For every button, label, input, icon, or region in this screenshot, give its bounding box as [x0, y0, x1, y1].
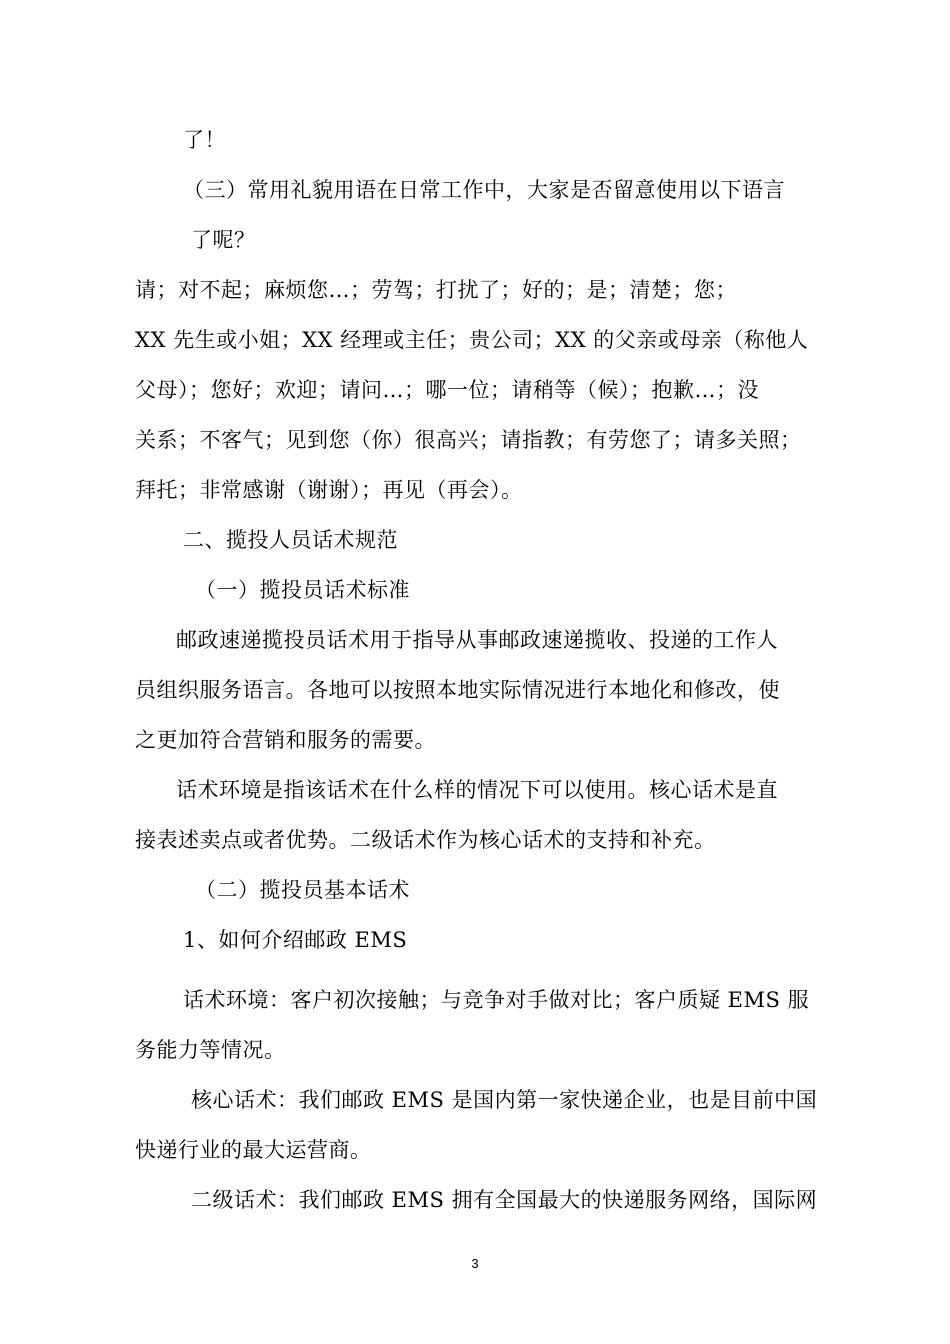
section-heading-continued: 了呢？: [191, 228, 256, 252]
text-line: 话术环境：客户初次接触；与竞争对手做对比；客户质疑 EMS 服: [183, 988, 810, 1012]
subsection-heading: （一）揽投员话术标准: [195, 578, 410, 602]
text-line: 关系；不客气；见到您（你）很高兴；请指教；有劳您了；请多关照；: [135, 428, 802, 452]
text-line: 之更加符合营销和服务的需要。: [135, 728, 436, 752]
text-line: 话术环境是指该话术在什么样的情况下可以使用。核心话术是直: [176, 778, 778, 802]
text-line: 请；对不起；麻烦您…；劳驾；打扰了；好的；是；清楚；您；: [135, 278, 737, 302]
text-line: 务能力等情况。: [135, 1038, 286, 1062]
text-line: 快递行业的最大运营商。: [135, 1138, 372, 1162]
text-line: 了！: [183, 128, 226, 152]
chapter-heading: 二、揽投人员话术规范: [183, 528, 398, 552]
text-line: 邮政速递揽投员话术用于指导从事邮政速递揽收、投递的工作人: [176, 628, 778, 652]
subsection-heading: （二）揽投员基本话术: [195, 878, 410, 902]
section-heading: （三）常用礼貌用语在日常工作中，大家是否留意使用以下语言: [183, 178, 785, 202]
text-line: 拜托；非常感谢（谢谢）；再见（再会）。: [135, 478, 523, 502]
text-line: 二级话术：我们邮政 EMS 拥有全国最大的快递服务网络，国际网: [191, 1188, 818, 1212]
text-line: 员组织服务语言。各地可以按照本地实际情况进行本地化和修改，使: [135, 678, 780, 702]
item-heading: 1、如何介绍邮政 EMS: [183, 928, 408, 952]
text-line: XX 先生或小姐；XX 经理或主任；贵公司；XX 的父亲或母亲（称他人: [135, 328, 809, 352]
text-line: 父母）；您好；欢迎；请问…；哪一位；请稍等（候）；抱歉…；没: [135, 378, 759, 402]
text-line: 接表述卖点或者优势。二级话术作为核心话术的支持和补充。: [135, 828, 716, 852]
text-line: 核心话术：我们邮政 EMS 是国内第一家快递企业，也是目前中国: [191, 1088, 818, 1112]
page-number: 3: [471, 1256, 479, 1271]
